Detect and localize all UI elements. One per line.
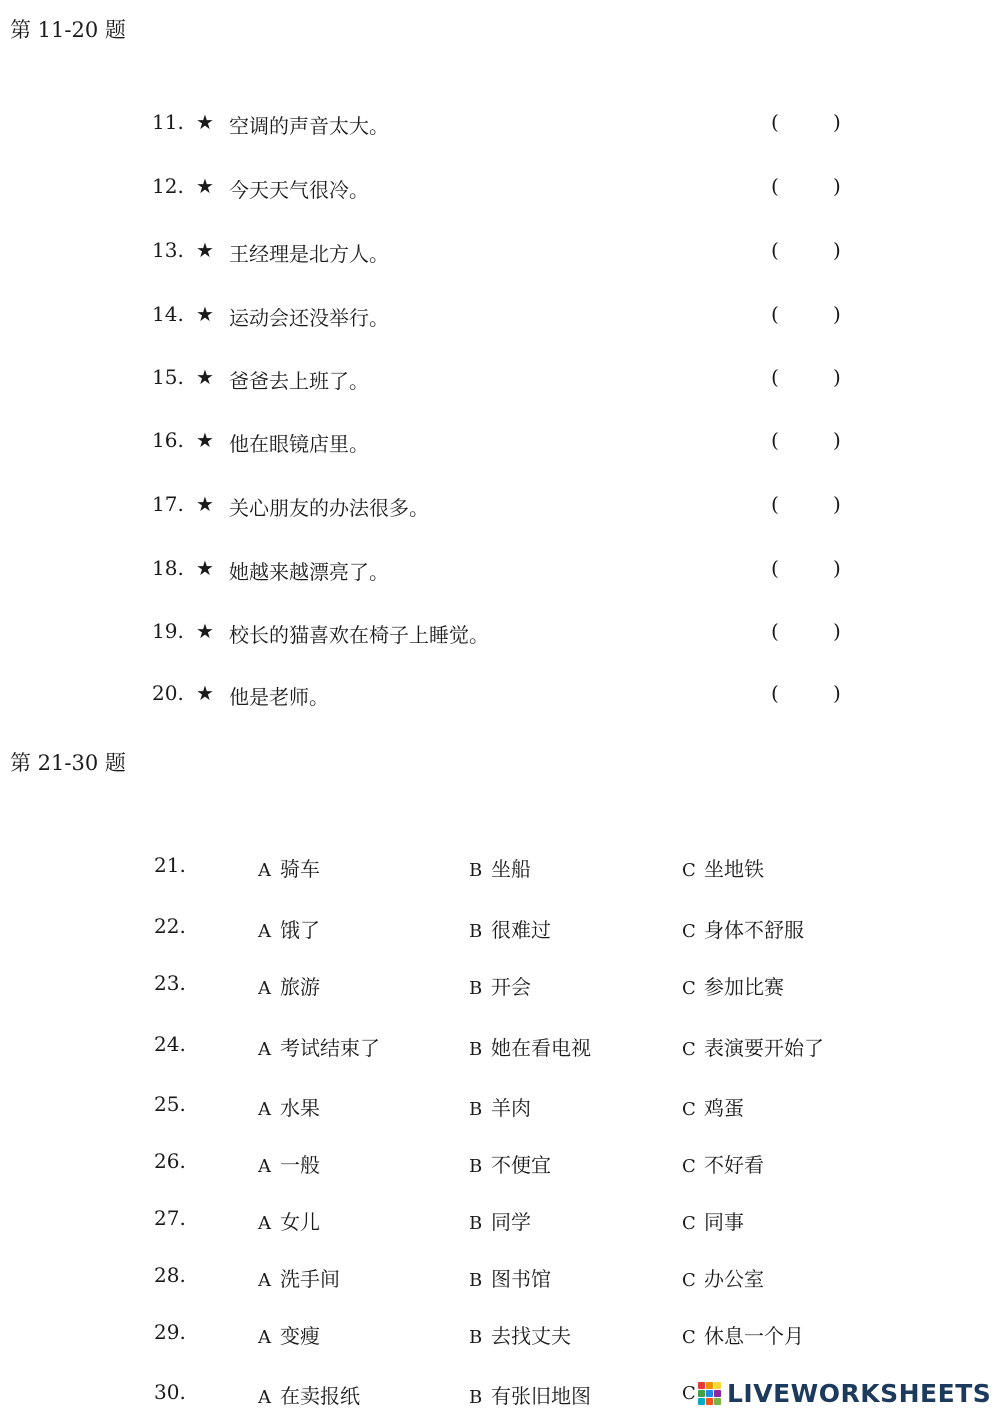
- option-text: 很难过: [491, 918, 551, 942]
- option-letter: A: [258, 1387, 271, 1408]
- option-letter: B: [469, 1039, 483, 1060]
- option-text: 图书馆: [491, 1267, 551, 1291]
- option-text: 女儿: [280, 1210, 320, 1234]
- option-letter: A: [258, 1327, 271, 1348]
- section-title-11-20: 第 11-20 题: [10, 18, 126, 42]
- option-text: 变瘦: [280, 1324, 320, 1348]
- option-text: 饿了: [280, 918, 320, 942]
- tf-item-13: [0, 238, 1000, 278]
- statement-text: 爸爸去上班了。: [229, 369, 369, 393]
- paren-open: (: [771, 428, 779, 452]
- option-c[interactable]: [682, 1149, 764, 1178]
- paren-close: ): [833, 492, 841, 516]
- logo-square: [706, 1390, 713, 1397]
- statement-text: 王经理是北方人。: [229, 242, 389, 266]
- item-number: 16.: [152, 428, 184, 452]
- tf-item-18: [0, 556, 1000, 596]
- option-letter: B: [469, 1156, 483, 1177]
- option-letter: C: [682, 860, 696, 881]
- option-letter: B: [469, 978, 483, 999]
- answer-blank[interactable]: [784, 492, 832, 520]
- option-text: 她在看电视: [491, 1036, 591, 1060]
- item-number: 28.: [154, 1263, 186, 1287]
- logo-square: [714, 1390, 721, 1397]
- option-letter: C: [682, 1213, 696, 1234]
- option-a[interactable]: [258, 1206, 320, 1235]
- option-c[interactable]: [682, 1206, 744, 1235]
- star-icon: ★: [196, 302, 214, 326]
- item-number: 24.: [154, 1032, 186, 1056]
- logo-square: [714, 1382, 721, 1389]
- item-number: 23.: [154, 971, 186, 995]
- tf-item-15: [0, 365, 1000, 405]
- logo-square: [698, 1390, 705, 1397]
- option-text: 一般: [280, 1153, 320, 1177]
- item-number: 13.: [152, 238, 184, 262]
- option-c[interactable]: [682, 1263, 764, 1292]
- option-letter: A: [258, 921, 271, 942]
- option-b[interactable]: [469, 1149, 551, 1178]
- answer-blank[interactable]: [784, 238, 832, 266]
- option-text: 水果: [280, 1096, 320, 1120]
- item-number: 11.: [152, 110, 184, 134]
- tf-item-16: [0, 428, 1000, 468]
- item-number: 19.: [152, 619, 184, 643]
- tf-item-14: [0, 302, 1000, 342]
- statement-text: 他在眼镜店里。: [229, 432, 369, 456]
- section-title-21-30: 第 21-30 题: [10, 751, 126, 775]
- option-letter: A: [258, 1270, 271, 1291]
- paren-close: ): [833, 619, 841, 643]
- tf-item-17: [0, 492, 1000, 532]
- option-letter: C: [682, 921, 696, 942]
- statement-text: 运动会还没举行。: [229, 306, 389, 330]
- option-text: 鸡蛋: [704, 1096, 744, 1120]
- star-icon: ★: [196, 174, 214, 198]
- liveworksheets-watermark: [698, 1377, 991, 1409]
- option-text: 洗手间: [280, 1267, 340, 1291]
- option-b[interactable]: [469, 1380, 591, 1409]
- option-text: 去找丈夫: [491, 1324, 571, 1348]
- item-number: 15.: [152, 365, 184, 389]
- option-letter: A: [258, 1213, 271, 1234]
- logo-square: [706, 1398, 713, 1405]
- option-text: 不便宜: [491, 1153, 551, 1177]
- answer-blank[interactable]: [784, 556, 832, 584]
- option-letter: C: [682, 1156, 696, 1177]
- item-number: 14.: [152, 302, 184, 326]
- option-a[interactable]: [258, 914, 320, 943]
- option-text: 坐地铁: [704, 857, 764, 881]
- paren-close: ): [833, 110, 841, 134]
- paren-close: ): [833, 365, 841, 389]
- tf-item-11: [0, 110, 1000, 150]
- option-letter: B: [469, 860, 483, 881]
- statement-text: 关心朋友的办法很多。: [229, 496, 429, 520]
- statement-text: 今天天气很冷。: [229, 178, 369, 202]
- paren-open: (: [771, 365, 779, 389]
- star-icon: ★: [196, 681, 214, 705]
- item-number: 26.: [154, 1149, 186, 1173]
- star-icon: ★: [196, 556, 214, 580]
- item-number: 20.: [152, 681, 184, 705]
- logo-square: [714, 1398, 721, 1405]
- answer-blank[interactable]: [784, 681, 832, 709]
- star-icon: ★: [196, 492, 214, 516]
- item-number: 21.: [154, 853, 186, 877]
- star-icon: ★: [196, 238, 214, 262]
- option-a[interactable]: [258, 853, 320, 882]
- star-icon: ★: [196, 428, 214, 452]
- option-letter: B: [469, 1213, 483, 1234]
- answer-blank[interactable]: [784, 174, 832, 202]
- mc-item-21: [0, 853, 1000, 893]
- option-text: 开会: [491, 975, 531, 999]
- mc-item-24: [0, 1032, 1000, 1072]
- option-b[interactable]: [469, 914, 551, 943]
- option-c[interactable]: [682, 971, 784, 1000]
- statement-text: 空调的声音太大。: [229, 114, 389, 138]
- option-letter: A: [258, 860, 271, 881]
- item-number: 22.: [154, 914, 186, 938]
- option-a[interactable]: [258, 1263, 340, 1292]
- option-text: 休息一个月: [704, 1324, 804, 1348]
- option-c[interactable]: [682, 914, 804, 943]
- statement-text: 她越来越漂亮了。: [229, 560, 389, 584]
- option-letter: C: [682, 978, 696, 999]
- option-letter: B: [469, 1099, 483, 1120]
- option-text: 羊肉: [491, 1096, 531, 1120]
- item-number: 27.: [154, 1206, 186, 1230]
- answer-blank[interactable]: [784, 365, 832, 393]
- option-letter: B: [469, 921, 483, 942]
- mc-item-29: [0, 1320, 1000, 1360]
- mc-item-26: [0, 1149, 1000, 1189]
- item-number: 25.: [154, 1092, 186, 1116]
- option-letter: B: [469, 1387, 483, 1408]
- option-b[interactable]: [469, 1263, 551, 1292]
- paren-close: ): [833, 428, 841, 452]
- mc-item-28: [0, 1263, 1000, 1303]
- paren-open: (: [771, 619, 779, 643]
- liveworksheets-logo-icon: [698, 1382, 721, 1405]
- paren-open: (: [771, 556, 779, 580]
- paren-open: (: [771, 238, 779, 262]
- option-letter: C: [682, 1327, 696, 1348]
- option-text: 参加比赛: [704, 975, 784, 999]
- paren-open: (: [771, 492, 779, 516]
- option-text: 身体不舒服: [704, 918, 804, 942]
- paren-close: ): [833, 238, 841, 262]
- option-c[interactable]: [682, 1032, 824, 1061]
- option-text: 有张旧地图: [491, 1384, 591, 1408]
- mc-item-22: [0, 914, 1000, 954]
- option-text: 办公室: [704, 1267, 764, 1291]
- statement-text: 他是老师。: [229, 685, 329, 709]
- option-text: 不好看: [704, 1153, 764, 1177]
- option-text: 表演要开始了: [704, 1036, 824, 1060]
- mc-item-25: [0, 1092, 1000, 1132]
- option-b[interactable]: [469, 1032, 591, 1061]
- option-text: 在卖报纸: [280, 1384, 360, 1408]
- option-letter: B: [469, 1270, 483, 1291]
- watermark-brand-text: LIVEWORKSHEETS: [727, 1378, 992, 1408]
- item-number: 29.: [154, 1320, 186, 1344]
- item-number: 17.: [152, 492, 184, 516]
- option-text: 同事: [704, 1210, 744, 1234]
- paren-close: ): [833, 174, 841, 198]
- tf-item-12: [0, 174, 1000, 214]
- answer-blank[interactable]: [784, 302, 832, 330]
- item-number: 12.: [152, 174, 184, 198]
- option-a[interactable]: [258, 971, 320, 1000]
- option-a[interactable]: [258, 1032, 380, 1061]
- option-letter: A: [258, 1099, 271, 1120]
- logo-square: [706, 1382, 713, 1389]
- option-a[interactable]: [258, 1380, 360, 1409]
- option-letter: C: [682, 1270, 696, 1291]
- paren-open: (: [771, 681, 779, 705]
- option-b[interactable]: [469, 971, 531, 1000]
- answer-blank[interactable]: [784, 619, 832, 647]
- item-number: 18.: [152, 556, 184, 580]
- option-a[interactable]: [258, 1092, 320, 1121]
- logo-square: [698, 1398, 705, 1405]
- item-number: 30.: [154, 1380, 186, 1404]
- option-b[interactable]: [469, 1092, 531, 1121]
- paren-open: (: [771, 174, 779, 198]
- option-letter: C: [682, 1383, 696, 1404]
- paren-open: (: [771, 110, 779, 134]
- answer-blank[interactable]: [784, 110, 832, 138]
- option-a[interactable]: [258, 1149, 320, 1178]
- paren-close: ): [833, 556, 841, 580]
- option-b[interactable]: [469, 1320, 571, 1349]
- option-text: 旅游: [280, 975, 320, 999]
- star-icon: ★: [196, 110, 214, 134]
- paren-open: (: [771, 302, 779, 326]
- tf-item-20: [0, 681, 1000, 721]
- paren-close: ): [833, 302, 841, 326]
- option-text: 同学: [491, 1210, 531, 1234]
- option-letter: A: [258, 1039, 271, 1060]
- option-text: 考试结束了: [280, 1036, 380, 1060]
- option-c[interactable]: [682, 1320, 804, 1349]
- option-a[interactable]: [258, 1320, 320, 1349]
- option-c[interactable]: [682, 1092, 744, 1121]
- option-c[interactable]: [682, 853, 764, 882]
- star-icon: ★: [196, 365, 214, 389]
- mc-item-27: [0, 1206, 1000, 1246]
- option-text: 骑车: [280, 857, 320, 881]
- mc-item-23: [0, 971, 1000, 1011]
- star-icon: ★: [196, 619, 214, 643]
- option-letter: B: [469, 1327, 483, 1348]
- option-letter: C: [682, 1039, 696, 1060]
- option-letter: A: [258, 1156, 271, 1177]
- tf-item-19: [0, 619, 1000, 659]
- option-b[interactable]: [469, 1206, 531, 1235]
- option-letter: C: [682, 1099, 696, 1120]
- logo-square: [698, 1382, 705, 1389]
- option-letter: A: [258, 978, 271, 999]
- statement-text: 校长的猫喜欢在椅子上睡觉。: [229, 623, 489, 647]
- paren-close: ): [833, 681, 841, 705]
- option-b[interactable]: [469, 853, 531, 882]
- option-text: 坐船: [491, 857, 531, 881]
- answer-blank[interactable]: [784, 428, 832, 456]
